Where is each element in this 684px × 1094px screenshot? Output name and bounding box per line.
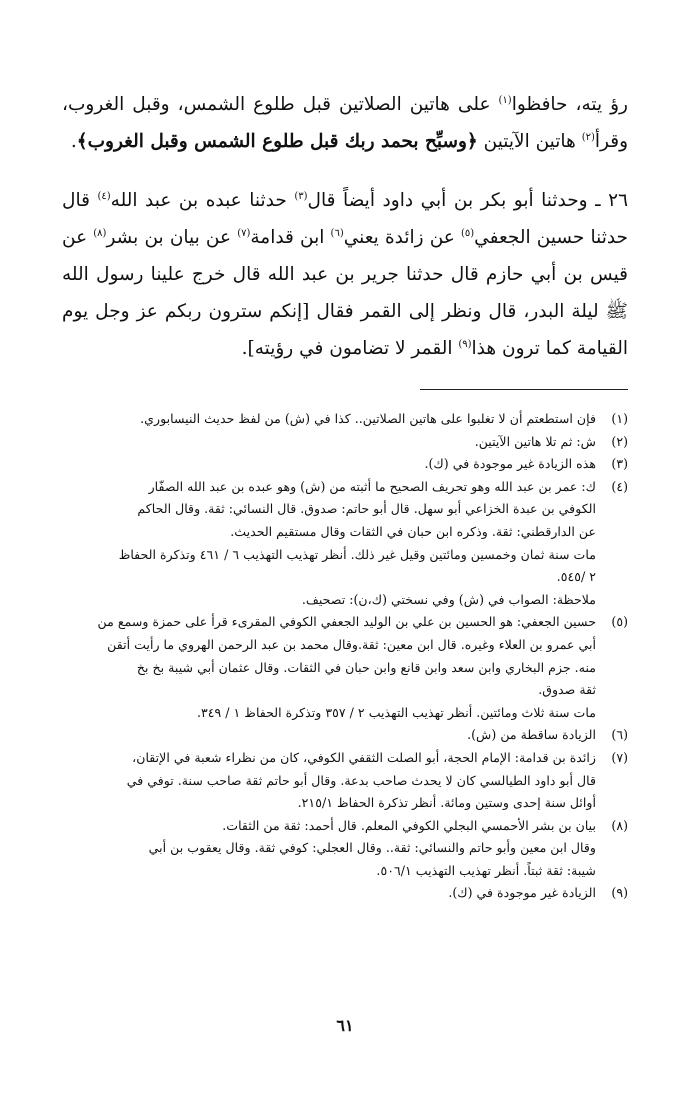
footnote-text	[62, 724, 596, 747]
text-run: هاتين الآيتين	[477, 131, 582, 152]
footnote-ref: (٩)	[458, 338, 472, 350]
footnote-text	[62, 408, 596, 431]
footnote-item	[62, 747, 628, 815]
footnote-number: (١)	[611, 411, 628, 426]
footnote-line: قال أبو داود الطيالسي كان لا يحدث صاحب بدعة. وقال أبو حاتم ثقة صاحب سنة. توفي في	[126, 772, 596, 788]
footnote-text	[62, 453, 596, 476]
text-run: حدثنا عبده بن عبد الله	[110, 190, 295, 211]
footnote-number: (٩)	[611, 885, 628, 901]
footnote-number: (٤)	[611, 478, 628, 494]
footnote-text	[62, 882, 596, 905]
footnote-item	[62, 611, 628, 724]
text-run: .	[70, 131, 77, 152]
text-run: ٢٦ ـ وحدثنا أبو بكر بن أبي داود أيضاً قال	[307, 190, 629, 211]
text-run: القمر لا تضامون في رؤيته].	[241, 338, 459, 359]
footnote-line: مات سنة ثمان وخمسين ومائتين وقيل غير ذلك. أنظر تهذيب التهذيب ٦ / ٤٦١ وتذكرة الحفاظ	[118, 546, 596, 562]
footnote-divider	[420, 389, 628, 390]
footnote-line: فإن استطعتم أن لا تغلبوا على هاتين الصلاتين.. كذا في (ش) من لفظ حديث النيسابوري.	[140, 411, 596, 426]
paragraph-2	[62, 182, 628, 367]
text-run: ابن قدامة	[250, 227, 331, 248]
footnote-number: (٨)	[611, 817, 628, 833]
footnote-text	[62, 747, 596, 815]
footnote-number: (٥)	[611, 614, 628, 630]
footnote-item	[62, 431, 628, 454]
text-run: رؤ يته، حافظوا	[511, 94, 628, 115]
footnote-ref: (٥)	[460, 227, 475, 239]
footnote-ref: (٦)	[330, 227, 344, 239]
footnote-text	[62, 611, 596, 724]
footnote-line: بيان بن بشر الأحمسي البجلي الكوفي المعلم. قال أحمد: ثقة من الثقات.	[222, 817, 596, 833]
footnote-line: مات سنة ثلاث ومائتين. أنظر تهذيب التهذيب ٢ / ٣٥٧ وتذكرة الحفاظ ١ / ٣٤٩.	[196, 704, 596, 720]
footnote-number: (٧)	[611, 749, 628, 765]
footnote-line: الزيادة غير موجودة في (ك).	[448, 885, 596, 901]
footnote-line: الكوفي بن عبدة الخزاعي أبو سهل. قال أبو حاتم: صدوق. قال النسائي: ثقة. وقال الحاكم	[137, 501, 596, 517]
footnote-text	[62, 431, 596, 454]
footnote-number: (٦)	[611, 727, 628, 743]
text-run: على هاتين الصلاتين قبل طلوع الشمس، وقبل الغروب،	[62, 94, 499, 115]
footnote-ref: (٨)	[93, 227, 107, 239]
footnote-line: ملاحظة: الصواب في (ش) وفي نسختي (ك،ن): تصحيف.	[301, 591, 596, 607]
footnote-text	[62, 815, 596, 883]
footnote-line: ثقة صدوق.	[538, 682, 596, 698]
footnote-line: وقال ابن معين وأبو حاتم والنسائي: ثقة.. وقال العجلي: كوفي ثقة. وقال يعقوب بن أبي	[148, 840, 596, 856]
footnote-line: عن الدارقطني: ثقة. وذكره ابن حبان في الثقات وقال مستقيم الحديث.	[230, 523, 596, 539]
footnote-number: (٢)	[611, 433, 628, 449]
footnote-line: زائدة بن قدامة: الإمام الحجة، أبو الصلت الثقفي الكوفي، كان من نظراء شعبة في الإتقان،	[132, 749, 596, 765]
footnote-line: حسين الجعفي: هو الحسين بن علي بن الوليد الجعفي الكوفي المقرىء قرأ على حمزة وسمع من	[97, 614, 596, 630]
footnote-line: ش: ثم تلا هاتين الآيتين.	[474, 433, 596, 449]
footnote-line: أبي عمرو بن العلاء وغيره. قال ابن معين: ثقة.وقال محمد بن عبد الرحمن الهروي ما رأيت أتقن	[107, 636, 596, 652]
book-page	[62, 86, 628, 1076]
footnote-item	[62, 453, 628, 476]
footnote-line: منه. جزم البخاري وابن سعد وابن قانع وابن حبان في الثقات. وقال عثمان أبي شيبة بخ بخ	[136, 659, 596, 675]
text-run: عن بيان بن بشر	[106, 227, 238, 248]
footnote-line: ٢ /٥٤٥.	[556, 569, 596, 585]
page-number: ٦١	[336, 1016, 354, 1035]
footnote-number: (٣)	[611, 456, 628, 472]
footnote-line: هذه الزيادة غير موجودة في (ك).	[424, 456, 596, 472]
footnote-ref: (١)	[498, 94, 512, 106]
text-run: وقرأ	[594, 131, 628, 152]
footnote-ref: (٧)	[237, 227, 251, 239]
paragraph-1	[62, 86, 628, 160]
footnote-item	[62, 882, 628, 905]
footnote-line: الزيادة ساقطة من (ش).	[467, 727, 596, 743]
footnote-ref: (٢)	[581, 131, 595, 143]
footnote-item	[62, 724, 628, 747]
footnote-item	[62, 408, 628, 431]
footnote-ref: (٤)	[97, 190, 111, 202]
footnote-item	[62, 815, 628, 883]
footnote-ref: (٣)	[294, 190, 308, 202]
footnotes-list	[62, 408, 628, 905]
footnote-line: ك: عمر بن عبد الله وهو تحريف الصحيح ما أثبته من (ش) وهو عبده بن عبد الله الصفّار	[148, 478, 596, 494]
footnote-text	[62, 476, 596, 612]
footnote-line: أوائل سنة إحدى وستين ومائة. أنظر تذكرة الحفاظ ٢١٥/١.	[297, 795, 596, 811]
text-run: عن زائدة يعني	[343, 227, 461, 248]
text-run: عن قيس بن أبي حازم قال حدثنا جرير بن عبد الله قال خرج علينا رسول الله ﷺ ليلة البدر، قال ونظر إلى القمر فقال [إنكم سترون ربكم عز وجل يوم القيامة كما ترون هذا	[62, 227, 628, 359]
main-text	[62, 86, 628, 367]
text-run: قال حدثنا حسين الجعفي	[62, 190, 628, 248]
quran-quote: ﴿وسبِّح بحمد ربك قبل طلوع الشمس وقبل الغروب﴾	[76, 131, 478, 152]
footnote-item	[62, 476, 628, 612]
footnote-line: شيبة: ثقة ثبتاً. أنظر تهذيب التهذيب ٥٠٦/١.	[376, 862, 596, 878]
